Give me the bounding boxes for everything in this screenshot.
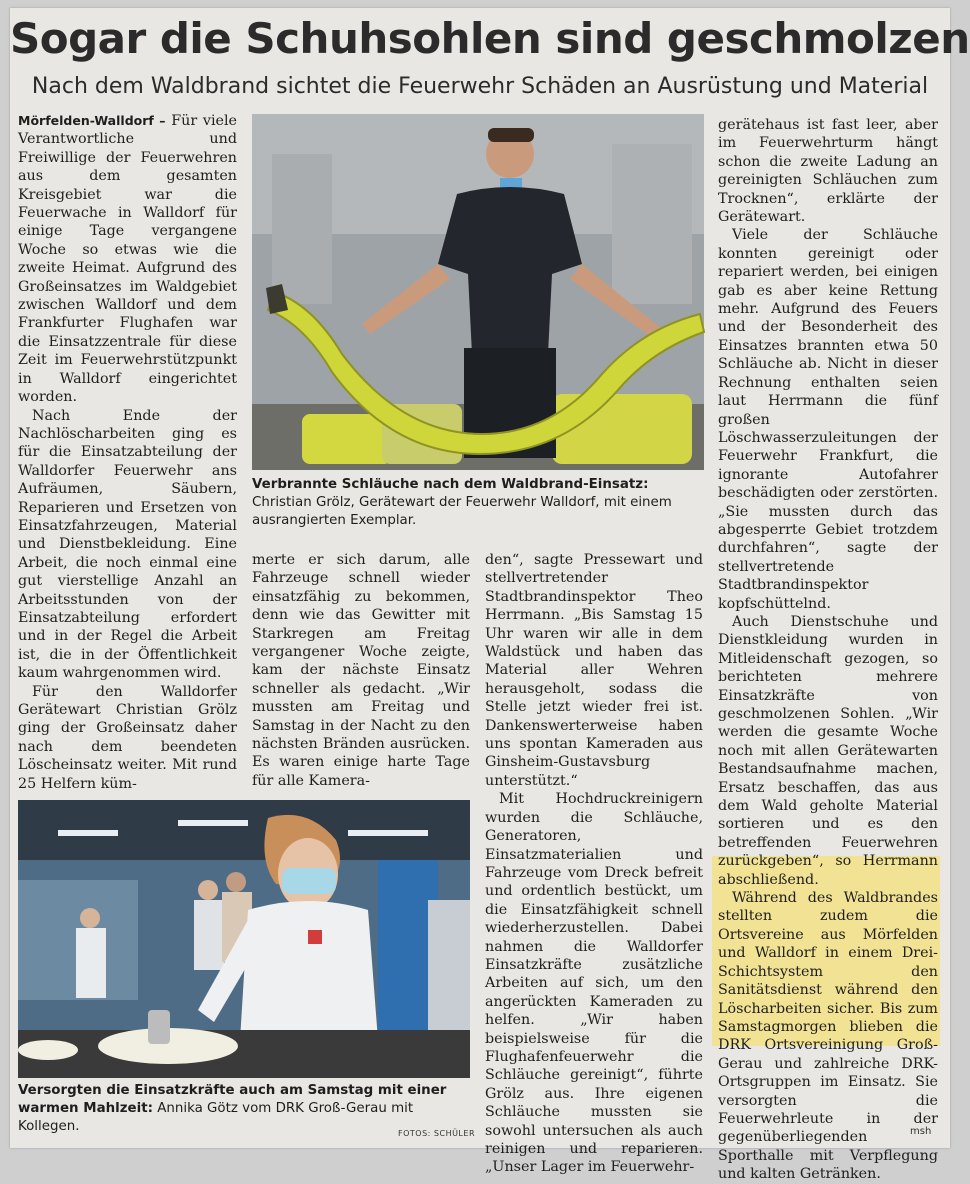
firefighter-with-burnt-hose-photo <box>252 114 704 470</box>
red-cross-volunteers-serving-food-photo <box>18 800 470 1078</box>
photo-firefighter-hose <box>252 114 704 470</box>
newspaper-clipping <box>10 8 970 1183</box>
paragraph: Nach Ende der Nachlöscharbeiten ging es für die Einsatzabteilung der Walldorfer Feuerwehr ans Aufräumen, Säubern, Reparieren und Ersetzen von Einsatzfahrzeugen, Material und Dienstbekleidung. Eine Arbeit, die noch einmal eine gut vierstellige Anzahl an Arbeitsstunden von der Einsatzabteilung erfordert und in der Regel die Arbeit ist, die in der Öffentlichkeit kaum wahrgenommen wird. <box>18 407 237 682</box>
caption-lead: Versorgten die Einsatzkräfte auch am Samstag mit einer warmen Mahlzeit: <box>18 1083 447 1116</box>
paragraph: Mit Hochdruckreinigern wurden die Schläuche, Generatoren, Einsatzmaterialien und Fahrzeuge vom Dreck befreit und ordentlich bestückt, um die Einsatzfähigkeit schnell wiederherzustellen. Dabei nahmen die Walldorfer Einsatzkräfte zusätzliche Arbeiten auf sich, um den angerückten Kameraden zu helfen. „Wir haben beispielsweise für die Flughafenfeuerwehr die Schläuche gereinigt“, führte Grölz aus. Ihre eigenen Schläuche mussten sie sowohl untersuchen als auch reinigen und reparieren. „Unser Lager im Feuerwehr- <box>485 791 703 1176</box>
headline: Sogar die Schuhsohlen sind geschmolzen <box>10 14 970 63</box>
dateline: Mörfelden-Walldorf – <box>18 113 166 128</box>
column-3 <box>485 551 703 1176</box>
paragraph: Für den Walldorfer Gerätewart Christian Grölz ging der Großeinsatz daher nach dem beendeten Löscheinsatz weiter. Mit rund 25 Helfern küm- <box>18 683 237 792</box>
caption-text: Christian Grölz, Gerätewart der Feuerwehr Walldorf, mit einem ausrangierten Exemplar. <box>252 495 672 528</box>
paragraph: den“, sagte Pressewart und stellvertretender Stadtbrandinspektor Theo Herrmann. „Bis Samstag 15 Uhr waren wir alle in dem Waldstück und haben das Material aller Wehren herausgeholt, sodass die Stelle jetzt wieder frei ist. Dankenswerterweise haben uns spontan Kameraden aus Ginsheim-Gustavsburg unterstützt.“ <box>485 552 703 789</box>
column-2 <box>252 551 470 791</box>
column-1 <box>18 112 237 792</box>
photo-drk-volunteers <box>18 800 470 1078</box>
caption-text: Annika Götz vom DRK Groß-Gerau mit Kollegen. <box>18 1101 414 1134</box>
photo-2-caption <box>18 1082 470 1136</box>
photo-1-caption <box>252 476 704 530</box>
paragraph: Viele der Schläuche konnten gereinigt oder repariert werden, bei einigen gab es aber keine Rettung mehr. Aufgrund des Feuers und der Besonderheit des Einsatzes brannten etwa 50 Schläuche ab. Nicht in dieser Rechnung enthalten seien laut Herrmann die fünf großen Löschwasserzuleitungen der Feuerwehr Frankfurt, die ignorante Autofahrer beschädigten oder zerstörten. „Sie mussten durch das abgesperrte Gebiet trotzdem durchfahren“, sagte der stellvertretende Stadtbrandinspektor kopfschüttelnd. <box>718 227 938 612</box>
subheadline: Nach dem Waldbrand sichtet die Feuerwehr Schäden an Ausrüstung und Material <box>31 74 929 99</box>
paragraph <box>18 112 237 407</box>
paragraph: merte er sich darum, alle Fahrzeuge schnell wieder einsatzfähig zu bekommen, denn wie das Gewitter mit Starkregen am Freitag vergangener Woche zeigte, kam der nächste Einsatz schneller als gedacht. „Wir mussten am Freitag und Samstag in der Nacht zu den nächsten Bränden ausrücken. Es waren einige harte Tage für alle Kamera- <box>252 552 470 789</box>
caption-lead: Verbrannte Schläuche nach dem Waldbrand-Einsatz: <box>252 477 649 492</box>
paragraph: gerätehaus ist fast leer, aber im Feuerwehrturm hängt schon die zweite Ladung an gereinigten Schläuchen zum Trocknen“, erklärte der Gerätewart. <box>718 117 938 226</box>
photo-credit: FOTOS: SCHÜLER <box>398 1129 476 1138</box>
paragraph-highlighted: Während des Waldbrandes stellten zudem die Ortsvereine aus Mörfelden und Walldorf in einem Drei-Schichtsystem den Sanitätsdienst während den Löscharbeiten sicher. Bis zum Samstagmorgen blieben die DRK Ortsvereinigung Groß-Gerau und zahlreiche DRK-Ortsgruppen im Einsatz. Sie versorgten die Feuerwehrleute in der gegenüberliegenden Sporthalle mit Verpflegung und kalten Getränken. <box>718 890 938 1183</box>
author-initials: msh <box>910 1126 932 1137</box>
paragraph: Auch Dienstschuhe und Dienstkleidung wurden in Mitleidenschaft gezogen, so berichteten mehrere Einsatzkräfte von geschmolzenen Sohlen. „Wir werden die gesamte Woche noch mit allen Gerätewarten Bestandsaufnahme machen, Ersatz beschaffen, das aus dem Wald geholte Material sortieren und es den betreffenden Feuerwehren zurückgeben“, so Herrmann abschließend. <box>718 613 938 888</box>
paragraph-text: Für viele Verantwortliche und Freiwillige der Feuerwehren aus dem gesamten Kreisgebiet war die Feuerwache in Walldorf für einige Tage vergangene Woche so etwas wie die zweite Heimat. Aufgrund des Großeinsatzes im Waldgebiet zwischen Walldorf und dem Frankfurter Flughafen war die Einsatzzentrale für diese Zeit im Feuerwehrstützpunkt in Walldorf eingerichtet worden. <box>18 113 238 406</box>
